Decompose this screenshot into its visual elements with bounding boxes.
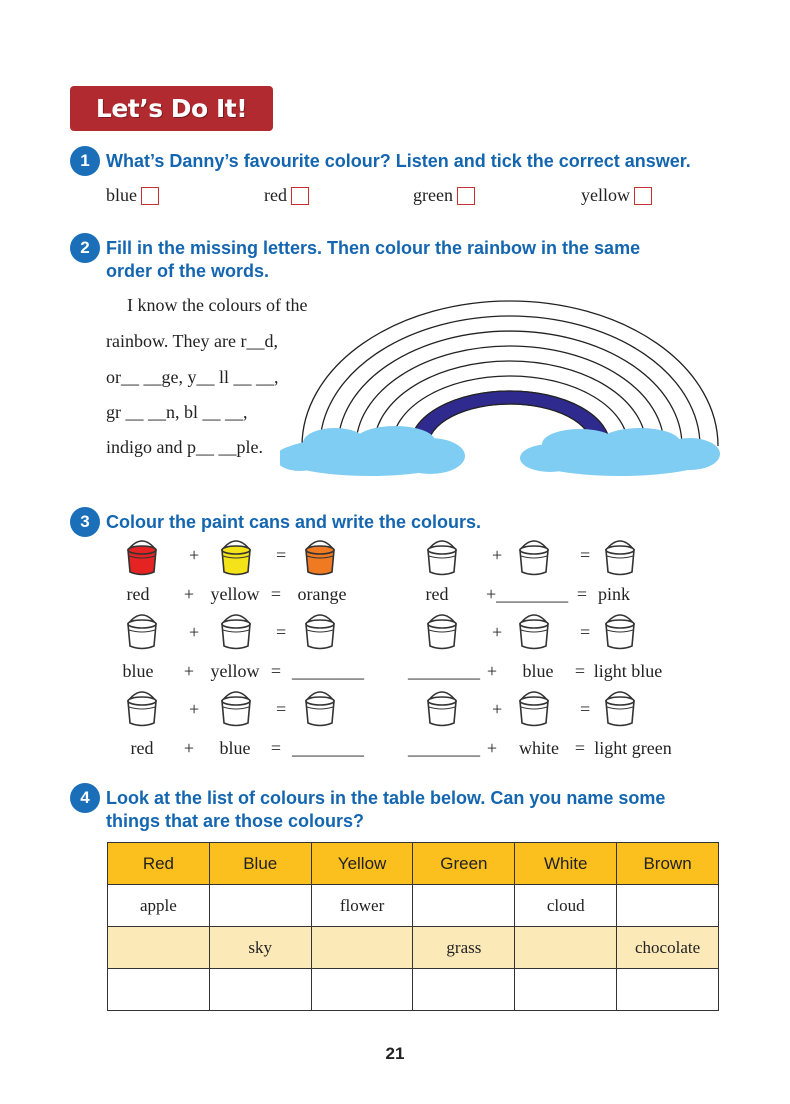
table-cell[interactable] [311, 969, 413, 1011]
table-cell[interactable]: apple [108, 885, 210, 927]
table-cell[interactable] [515, 969, 617, 1011]
paint-can-icon[interactable] [428, 692, 456, 726]
option-blue[interactable] [106, 185, 159, 206]
table-cell[interactable]: grass [413, 927, 515, 969]
equals-sign: = [574, 661, 586, 681]
lets-do-it-banner: Let’s Do It! [70, 86, 273, 131]
cloud-left [280, 426, 465, 476]
passage-line: rainbow. They are r__d, [106, 331, 278, 351]
table-header: White [515, 843, 617, 885]
tick-box[interactable] [634, 187, 652, 205]
rainbow-band [302, 301, 718, 446]
tick-box[interactable] [291, 187, 309, 205]
passage-line: gr __ __n, bl __ __, [106, 402, 248, 422]
colour-word: blue [522, 661, 554, 681]
table-row [108, 885, 719, 927]
question-4-number: 4 [70, 783, 100, 813]
answer-blank[interactable]: ________ [292, 661, 364, 681]
equals-sign: = [270, 661, 282, 681]
tick-box[interactable] [457, 187, 475, 205]
table-cell[interactable]: chocolate [617, 927, 719, 969]
table-cell[interactable] [617, 885, 719, 927]
option-red[interactable] [264, 185, 309, 206]
table-row [108, 927, 719, 969]
plus-sign: + [183, 584, 195, 604]
table-cell[interactable]: cloud [515, 885, 617, 927]
table-header: Brown [617, 843, 719, 885]
answer-blank[interactable]: ________ [408, 738, 480, 758]
table-cell[interactable] [413, 969, 515, 1011]
question-1-number: 1 [70, 146, 100, 176]
table-cell[interactable]: sky [209, 927, 311, 969]
passage-line: I know the colours of the [127, 295, 308, 315]
answer-blank[interactable]: ________ [408, 661, 480, 681]
equals-sign: = [270, 584, 282, 604]
question-4-text-line2: things that are those colours? [106, 811, 365, 831]
question-2-text-line2: order of the words. [106, 261, 270, 281]
table-header: Blue [209, 843, 311, 885]
colour-word: blue [122, 661, 154, 681]
colour-word: light green [594, 738, 672, 758]
question-4-text-line1: Look at the list of colours in the table below. Can you name some [106, 788, 666, 808]
colour-word: blue [219, 738, 251, 758]
paint-can-icon[interactable] [306, 692, 334, 726]
option-green[interactable] [413, 185, 475, 206]
paint-can-icon[interactable] [128, 692, 156, 726]
question-2-number: 2 [70, 233, 100, 263]
paint-can-icon[interactable] [520, 541, 548, 575]
paint-can-icon[interactable] [520, 692, 548, 726]
table-row [108, 969, 719, 1011]
answer-blank[interactable]: +________ [486, 584, 569, 604]
table-cell[interactable] [617, 969, 719, 1011]
rainbow-illustration[interactable] [280, 296, 725, 486]
plus-sign: + [486, 738, 498, 758]
paint-can-icon[interactable] [428, 615, 456, 649]
equals-sign: = [574, 738, 586, 758]
answer-blank[interactable]: ________ [292, 738, 364, 758]
option-label: red [264, 185, 287, 205]
question-2-text-line1: Fill in the missing letters. Then colour the rainbow in the same [106, 238, 641, 258]
paint-can-icon[interactable] [606, 692, 634, 726]
colour-word: red [425, 584, 449, 604]
colour-word: red [126, 584, 150, 604]
colour-word: white [519, 738, 559, 758]
table-cell[interactable] [413, 885, 515, 927]
colour-word: pink [597, 584, 630, 604]
colour-word: yellow [210, 584, 260, 604]
paint-can-icon[interactable] [606, 541, 634, 575]
colour-word: yellow [210, 661, 260, 681]
passage-line: or__ __ge, y__ ll __ __, [106, 367, 279, 387]
table-header: Red [108, 843, 210, 885]
table-header: Yellow [311, 843, 413, 885]
table-cell[interactable] [209, 969, 311, 1011]
colour-things-table [107, 842, 719, 1011]
page-number: 21 [385, 1044, 405, 1063]
option-label: green [413, 185, 453, 205]
equals-sign: = [576, 584, 588, 604]
paint-can-icon[interactable] [128, 541, 156, 575]
equals-sign: = [270, 738, 282, 758]
colour-word: light blue [593, 661, 663, 681]
plus-sign: + [183, 738, 195, 758]
paint-can-icon[interactable] [222, 615, 250, 649]
cloud-right [520, 428, 720, 476]
question-3-text: Colour the paint cans and write the colours. [106, 512, 482, 532]
table-cell[interactable] [311, 927, 413, 969]
table-cell[interactable]: flower [311, 885, 413, 927]
table-cell[interactable] [108, 969, 210, 1011]
paint-can-icon[interactable] [606, 615, 634, 649]
passage-line: indigo and p__ __ple. [106, 437, 263, 457]
colour-word: red [130, 738, 154, 758]
paint-can-icon[interactable] [222, 692, 250, 726]
paint-can-icon[interactable] [306, 615, 334, 649]
paint-can-icon[interactable] [222, 541, 250, 575]
table-cell[interactable] [108, 927, 210, 969]
option-label: blue [106, 185, 137, 205]
question-1-text: What’s Danny’s favourite colour? Listen and tick the correct answer. [106, 151, 691, 171]
plus-sign: + [486, 661, 498, 681]
table-header: Green [413, 843, 515, 885]
paint-can-icon[interactable] [306, 541, 334, 575]
question-3-number: 3 [70, 507, 100, 537]
paint-can-icon[interactable] [128, 615, 156, 649]
paint-can-icon[interactable] [520, 615, 548, 649]
table-cell[interactable] [515, 927, 617, 969]
colour-word: orange [297, 584, 347, 604]
table-cell[interactable] [209, 885, 311, 927]
option-yellow[interactable] [581, 185, 652, 206]
option-label: yellow [581, 185, 630, 205]
table-header-row [108, 843, 719, 885]
paint-can-icon[interactable] [428, 541, 456, 575]
plus-sign: + [183, 661, 195, 681]
tick-box[interactable] [141, 187, 159, 205]
